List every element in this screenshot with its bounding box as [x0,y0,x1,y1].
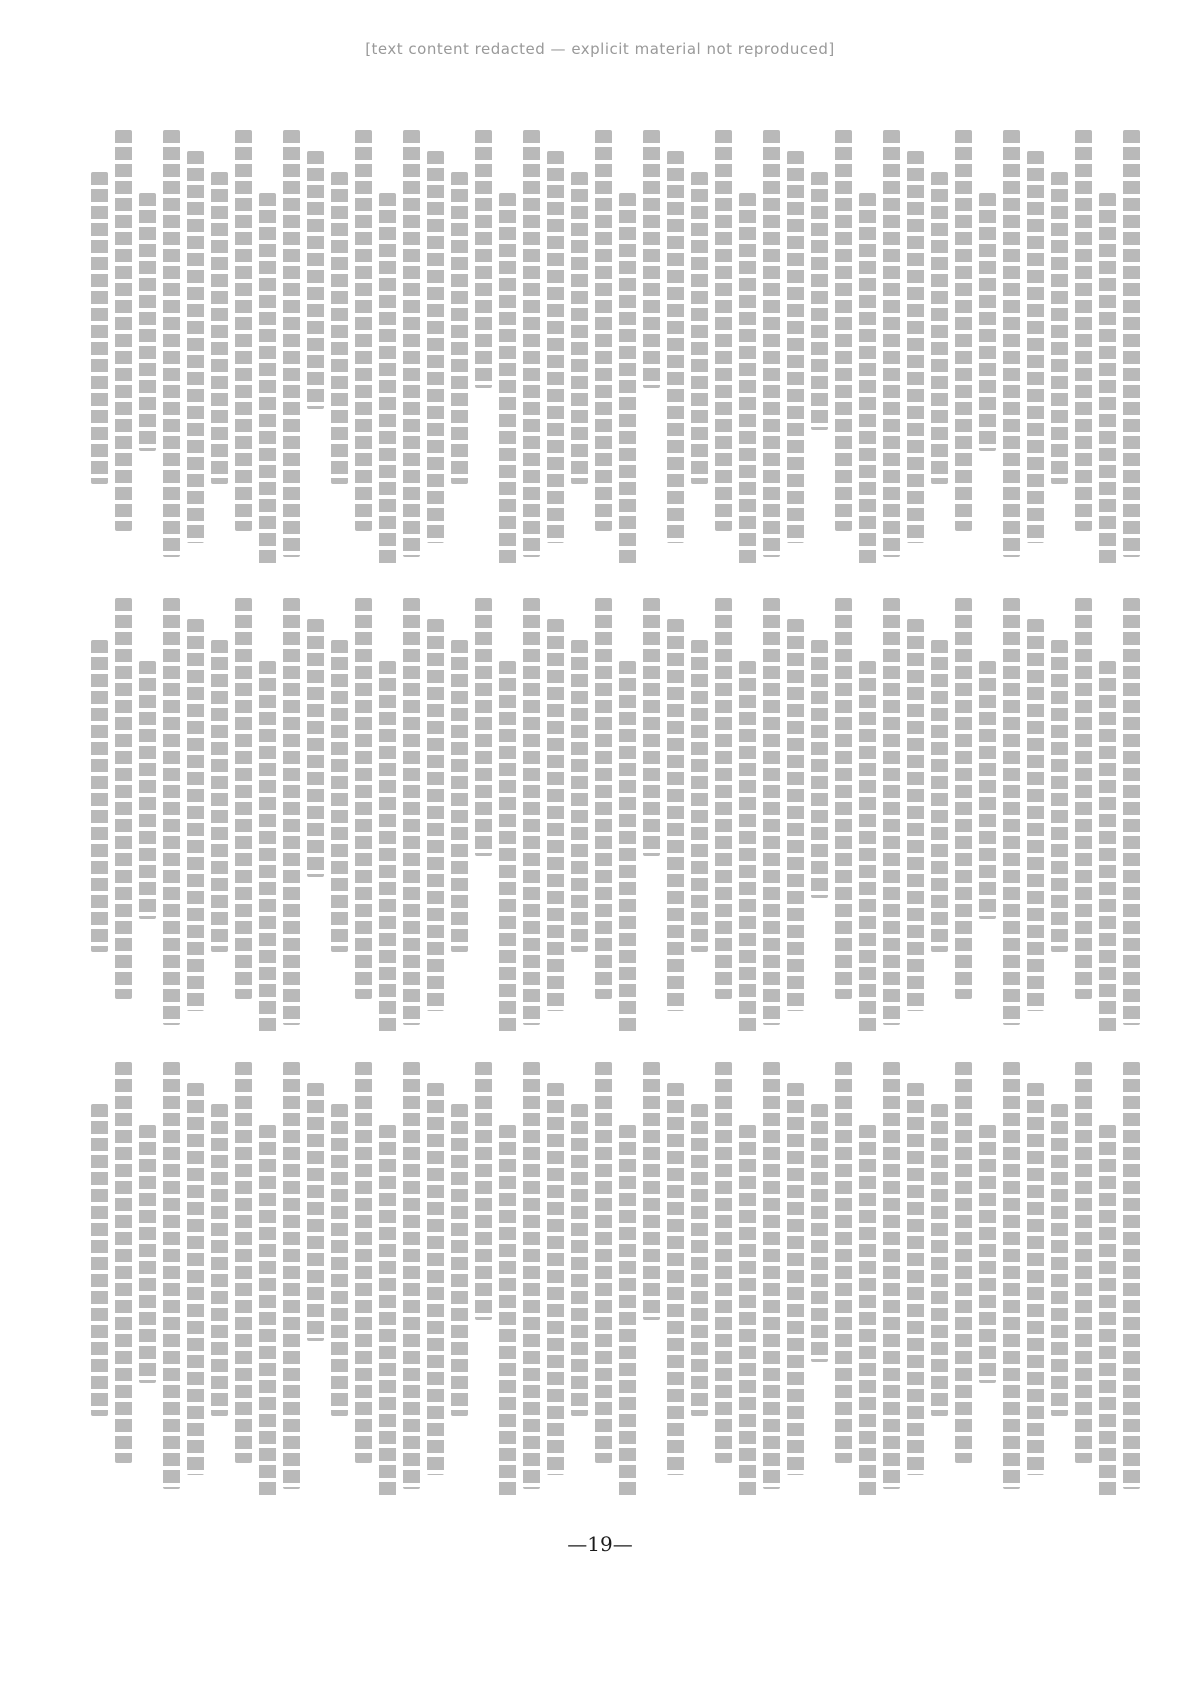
text-column-redacted [451,1104,468,1416]
text-column-redacted [499,661,516,1035]
text-band-middle [85,598,1140,1043]
text-column-redacted [667,1083,684,1475]
text-column-redacted [595,1062,612,1463]
text-column-redacted [643,598,660,856]
text-column-redacted [235,598,252,999]
text-column-redacted [1123,598,1140,1025]
text-column-redacted [883,1062,900,1489]
text-column-redacted [523,598,540,1025]
text-column-redacted [187,1083,204,1475]
text-column-redacted [1003,598,1020,1025]
text-column-redacted [427,619,444,1011]
text-column-redacted [907,619,924,1011]
text-column-redacted [187,619,204,1011]
text-column-redacted [91,640,108,952]
text-column-redacted [619,193,636,567]
text-column-redacted [619,1125,636,1499]
text-column-redacted [931,1104,948,1416]
text-column-redacted [1027,151,1044,543]
text-column-redacted [979,193,996,451]
text-column-redacted [955,130,972,531]
text-column-redacted [403,130,420,557]
text-column-redacted [379,1125,396,1499]
text-column-redacted [403,598,420,1025]
text-column-redacted [1027,619,1044,1011]
text-column-redacted [115,1062,132,1463]
text-column-redacted [283,598,300,1025]
text-column-redacted [307,1083,324,1341]
text-column-redacted [355,130,372,531]
text-band-top [85,130,1140,575]
text-column-redacted [475,1062,492,1320]
text-column-redacted [979,1125,996,1383]
text-column-redacted [907,151,924,543]
text-column-redacted [859,661,876,1035]
text-column-redacted [1099,1125,1116,1499]
text-column-redacted [1123,130,1140,557]
text-column-redacted [451,640,468,952]
text-column-redacted [1099,193,1116,567]
text-column-redacted [907,1083,924,1475]
text-column-redacted [259,193,276,567]
text-column-redacted [163,130,180,557]
text-column-redacted [331,172,348,484]
text-column-redacted [931,172,948,484]
text-column-redacted [115,130,132,531]
text-column-redacted [283,1062,300,1489]
text-column-redacted [451,172,468,484]
text-column-redacted [523,130,540,557]
text-column-redacted [115,598,132,999]
text-column-redacted [811,172,828,430]
text-column-redacted [1075,1062,1092,1463]
text-column-redacted [547,151,564,543]
text-column-redacted [571,1104,588,1416]
text-column-redacted [715,1062,732,1463]
text-column-redacted [835,1062,852,1463]
text-column-redacted [307,619,324,877]
text-column-redacted [139,1125,156,1383]
text-column-redacted [595,598,612,999]
text-column-redacted [379,193,396,567]
text-column-redacted [787,151,804,543]
text-column-redacted [475,130,492,388]
text-column-redacted [571,172,588,484]
text-column-redacted [715,598,732,999]
text-column-redacted [811,1104,828,1362]
text-column-redacted [235,1062,252,1463]
text-column-redacted [1099,661,1116,1035]
text-column-redacted [427,1083,444,1475]
page-number: —19— [567,1532,633,1556]
text-column-redacted [1123,1062,1140,1489]
text-column-redacted [739,1125,756,1499]
text-column-redacted [91,1104,108,1416]
text-column-redacted [547,619,564,1011]
text-column-redacted [403,1062,420,1489]
text-column-redacted [763,598,780,1025]
text-column-redacted [859,1125,876,1499]
text-column-redacted [355,598,372,999]
text-column-redacted [475,598,492,856]
text-column-redacted [547,1083,564,1475]
text-column-redacted [1075,130,1092,531]
text-column-redacted [835,130,852,531]
text-column-redacted [91,172,108,484]
text-column-redacted [1027,1083,1044,1475]
text-column-redacted [211,172,228,484]
text-column-redacted [427,151,444,543]
text-column-redacted [979,661,996,919]
text-column-redacted [1051,172,1068,484]
text-column-redacted [211,1104,228,1416]
text-column-redacted [1003,1062,1020,1489]
text-column-redacted [667,619,684,1011]
text-column-redacted [643,1062,660,1320]
text-column-redacted [595,130,612,531]
text-column-redacted [691,172,708,484]
text-column-redacted [307,151,324,409]
text-column-redacted [643,130,660,388]
text-column-redacted [163,598,180,1025]
text-column-redacted [619,661,636,1035]
text-column-redacted [211,640,228,952]
text-column-redacted [331,1104,348,1416]
text-column-redacted [1003,130,1020,557]
text-column-redacted [955,1062,972,1463]
text-column-redacted [259,1125,276,1499]
text-column-redacted [931,640,948,952]
text-column-redacted [739,661,756,1035]
text-column-redacted [187,151,204,543]
text-column-redacted [883,598,900,1025]
text-column-redacted [1075,598,1092,999]
text-column-redacted [139,661,156,919]
text-column-redacted [355,1062,372,1463]
text-column-redacted [859,193,876,567]
redaction-note: [text content redacted — explicit material not reproduced] [365,40,835,58]
text-column-redacted [691,1104,708,1416]
text-column-redacted [835,598,852,999]
text-column-redacted [691,640,708,952]
text-column-redacted [379,661,396,1035]
text-column-redacted [1051,640,1068,952]
text-band-bottom [85,1062,1140,1507]
text-column-redacted [955,598,972,999]
text-column-redacted [259,661,276,1035]
text-column-redacted [883,130,900,557]
text-column-redacted [163,1062,180,1489]
text-column-redacted [787,1083,804,1475]
text-column-redacted [763,130,780,557]
text-column-redacted [499,193,516,567]
text-column-redacted [715,130,732,531]
text-column-redacted [787,619,804,1011]
text-column-redacted [571,640,588,952]
text-column-redacted [235,130,252,531]
text-column-redacted [523,1062,540,1489]
text-column-redacted [331,640,348,952]
text-column-redacted [1051,1104,1068,1416]
text-column-redacted [739,193,756,567]
text-column-redacted [139,193,156,451]
text-column-redacted [499,1125,516,1499]
text-column-redacted [667,151,684,543]
text-column-redacted [811,640,828,898]
text-column-redacted [283,130,300,557]
text-column-redacted [763,1062,780,1489]
